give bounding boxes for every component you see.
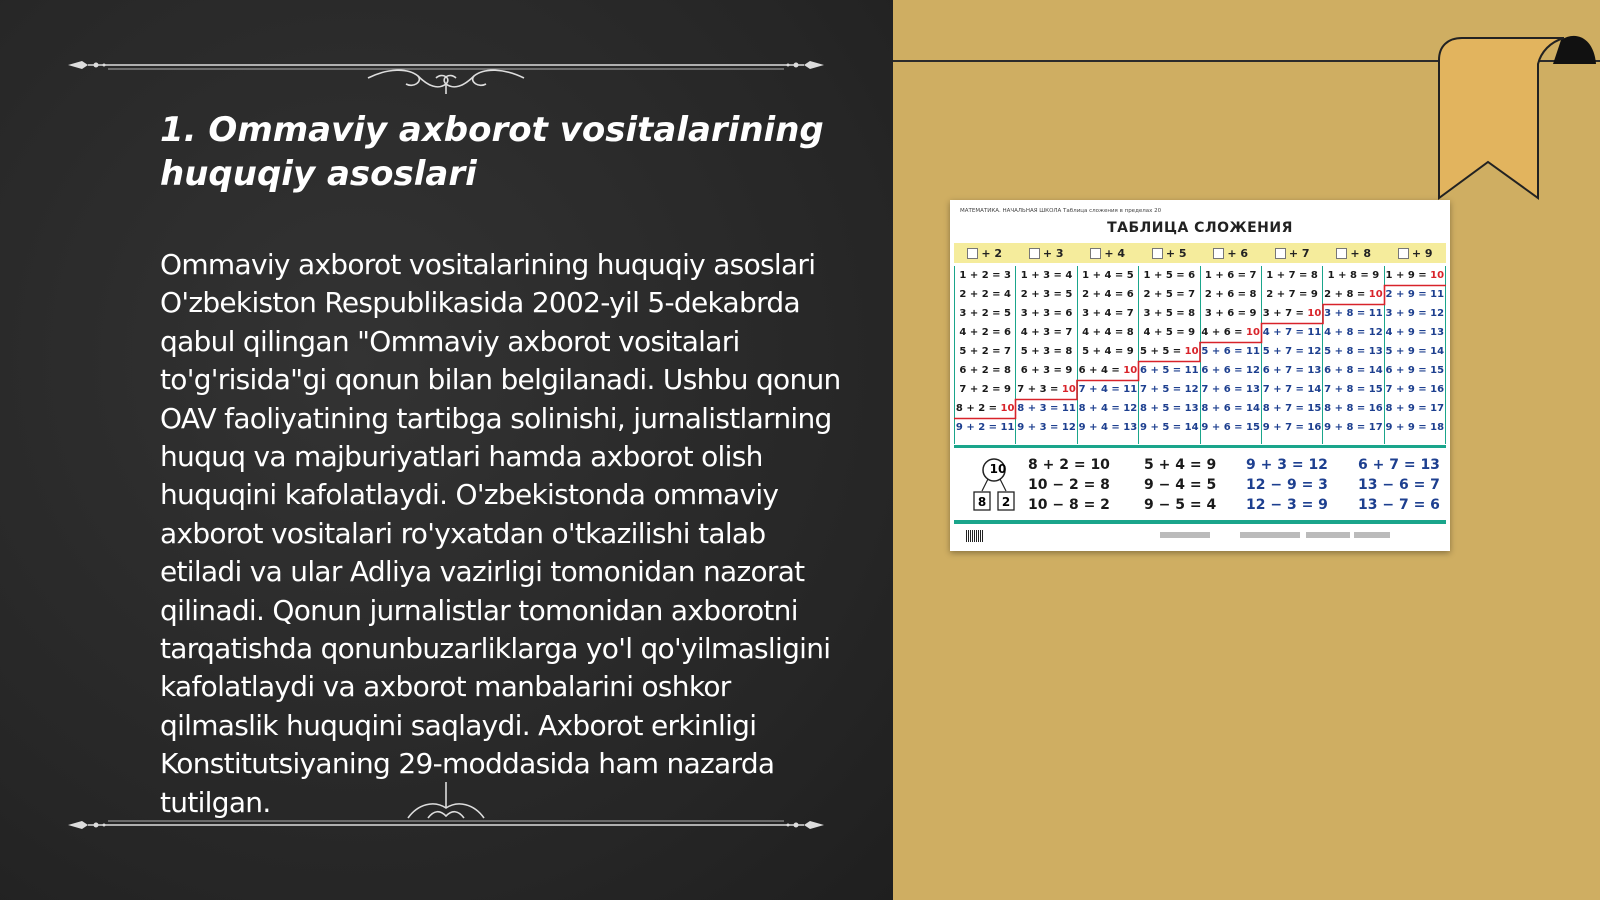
poster-examples [954, 453, 1446, 519]
poster-cell: 5 + 8 = 13 [1324, 346, 1383, 357]
poster-header-label: + 2 [981, 246, 1003, 260]
poster-cell: 5 + 5 = 10 [1140, 346, 1199, 357]
slide-title-line2: huquqiy asoslari [160, 154, 477, 194]
poster-cell: 7 + 7 = 14 [1262, 384, 1322, 395]
poster-cell: 6 + 5 = 11 [1140, 365, 1199, 376]
poster-cell: 7 + 6 = 13 [1201, 384, 1260, 395]
poster-header-cell [1139, 243, 1201, 263]
poster-cell: 3 + 5 = 8 [1143, 308, 1196, 319]
fine-print [1354, 532, 1390, 538]
example-column [1246, 455, 1328, 515]
poster-cell: 5 + 9 = 14 [1385, 346, 1445, 357]
fine-print [1160, 532, 1210, 538]
slide-body-text: Ommaviy axborot vositalarining huquqiy asoslari O'zbekiston Respublikasida 2002-yil 5-dekabrda qabul qilingan "Ommaviy axborot vositalari to'g'risida"gi qonun bilan belgilanadi. Ushbu qonun OAV faoliyatining tartibga solinishi, jurnalistlarning huquq va majburiyatlari hamda axborot olish huquqini kafolatlaydi. O'zbekistonda ommaviy axborot vositalari ro'yxatdan o'tkazilishi talab etiladi va ular Adliya vazirligi tomonidan nazorat qilinadi. Qonun jurnalistlar tomonidan axborotni tarqatishda qonunbuzarliklarga yo'l qo'yilmasligini kafolatlaydi va axborot manbalarini oshkor qilmaslik huquqini saqlaydi. Axborot erkinligi Konstitutsiyaning 29-moddasida ham nazarda tutilgan. [160, 248, 841, 819]
example-column [1358, 455, 1440, 515]
example-column [1144, 455, 1216, 515]
poster-header-label: + 3 [1042, 246, 1064, 260]
poster-cell: 7 + 2 = 9 [959, 384, 1011, 395]
poster-cell: 2 + 4 = 6 [1082, 289, 1134, 300]
poster-cell: 8 + 5 = 13 [1140, 403, 1199, 414]
poster-cell: 8 + 8 = 16 [1324, 403, 1383, 414]
fine-print [1306, 532, 1350, 538]
poster-cell: 9 + 2 = 11 [955, 422, 1015, 433]
poster-cell: 1 + 3 = 4 [1020, 270, 1073, 281]
poster-cell: 2 + 6 = 8 [1204, 289, 1257, 300]
poster-cell: 1 + 4 = 5 [1082, 270, 1134, 281]
fine-print [1240, 532, 1300, 538]
blank-square-icon [1213, 248, 1224, 259]
poster-cell: 6 + 7 = 13 [1262, 365, 1322, 376]
poster-divider-line [954, 445, 1446, 448]
poster-cell: 2 + 3 = 5 [1020, 289, 1073, 300]
poster-cell: 6 + 9 = 15 [1385, 365, 1445, 376]
poster-cell: 7 + 8 = 15 [1324, 384, 1383, 395]
split-left: 8 [977, 495, 987, 509]
poster-cell: 5 + 2 = 7 [959, 346, 1011, 357]
poster-cell: 4 + 5 = 9 [1143, 327, 1196, 338]
split-right: 2 [1001, 495, 1011, 509]
poster-cell: 1 + 7 = 8 [1266, 270, 1318, 281]
poster-cell: 9 + 3 = 12 [1017, 422, 1076, 433]
example-equation: 12 − 9 = 3 [1246, 477, 1328, 493]
poster-header-label: + 4 [1104, 246, 1126, 260]
addition-table-poster [950, 200, 1450, 551]
poster-footer-line [954, 520, 1446, 524]
example-column [1028, 455, 1110, 515]
blank-square-icon [1275, 248, 1286, 259]
poster-cell: 9 + 8 = 17 [1324, 422, 1383, 433]
poster-cell: 8 + 6 = 14 [1201, 403, 1260, 414]
poster-cell: 8 + 9 = 17 [1385, 403, 1445, 414]
example-equation: 12 − 3 = 9 [1246, 497, 1328, 513]
bottom-ornament-divider-icon [68, 778, 824, 838]
bookmark-ribbon-icon [1436, 30, 1596, 205]
poster-cell: 9 + 4 = 13 [1078, 422, 1138, 433]
poster-cell: 8 + 3 = 11 [1017, 403, 1076, 414]
poster-cell: 1 + 6 = 7 [1204, 270, 1257, 281]
top-ornament-divider-icon [68, 38, 824, 98]
poster-cell: 5 + 4 = 9 [1082, 346, 1134, 357]
poster-header-label: + 5 [1165, 246, 1187, 260]
poster-cell: 7 + 9 = 16 [1385, 384, 1445, 395]
poster-cell: 5 + 6 = 11 [1201, 346, 1260, 357]
poster-cell: 3 + 6 = 9 [1204, 308, 1257, 319]
poster-cell: 9 + 7 = 16 [1262, 422, 1322, 433]
poster-cell: 4 + 4 = 8 [1082, 327, 1134, 338]
poster-header-cell [954, 243, 1016, 263]
blank-square-icon [1398, 248, 1409, 259]
poster-cell: 6 + 6 = 12 [1201, 365, 1260, 376]
poster-cell: 2 + 8 = 10 [1324, 289, 1383, 300]
poster-header-cell [1016, 243, 1078, 263]
blank-square-icon [1336, 248, 1347, 259]
example-equation: 9 − 5 = 4 [1144, 497, 1217, 513]
poster-cell: 4 + 2 = 6 [959, 327, 1011, 338]
poster-cell: 3 + 3 = 6 [1020, 308, 1073, 319]
poster-cell: 2 + 7 = 9 [1266, 289, 1318, 300]
poster-header-cell [1385, 243, 1447, 263]
barcode-icon [966, 530, 984, 542]
example-equation: 5 + 4 = 9 [1144, 457, 1217, 473]
poster-cell: 4 + 6 = 10 [1201, 327, 1260, 338]
poster-cell: 2 + 5 = 7 [1143, 289, 1196, 300]
poster-cell: 1 + 9 = 10 [1385, 270, 1445, 281]
poster-cell: 4 + 7 = 11 [1262, 327, 1322, 338]
example-equation: 13 − 7 = 6 [1358, 497, 1440, 513]
poster-cell: 7 + 5 = 12 [1140, 384, 1199, 395]
poster-cell: 8 + 7 = 15 [1262, 403, 1322, 414]
poster-cell: 1 + 5 = 6 [1143, 270, 1196, 281]
right-panel [893, 0, 1600, 900]
poster-cell: 5 + 7 = 12 [1262, 346, 1322, 357]
poster-cell: 9 + 9 = 18 [1385, 422, 1445, 433]
example-equation: 6 + 7 = 13 [1358, 457, 1440, 473]
poster-header-cell [1077, 243, 1139, 263]
poster-cell: 3 + 4 = 7 [1082, 308, 1134, 319]
poster-cell: 3 + 7 = 10 [1262, 308, 1322, 319]
poster-header-label: + 7 [1288, 246, 1310, 260]
example-equation: 13 − 6 = 7 [1358, 477, 1440, 493]
poster-cell: 3 + 2 = 5 [959, 308, 1011, 319]
poster-header-cell [1323, 243, 1385, 263]
example-equation: 9 + 3 = 12 [1246, 457, 1328, 473]
poster-cell: 6 + 2 = 8 [959, 365, 1011, 376]
poster-cell: 4 + 3 = 7 [1020, 327, 1073, 338]
poster-cell: 8 + 2 = 10 [955, 403, 1015, 414]
poster-cell: 6 + 4 = 10 [1078, 365, 1138, 376]
poster-cell: 8 + 4 = 12 [1078, 403, 1138, 414]
poster-cell: 6 + 3 = 9 [1020, 365, 1073, 376]
poster-cell: 1 + 8 = 9 [1327, 270, 1380, 281]
poster-title: ТАБЛИЦА СЛОЖЕНИЯ [1107, 220, 1293, 236]
blank-square-icon [1090, 248, 1101, 259]
poster-cell: 9 + 6 = 15 [1201, 422, 1260, 433]
poster-ten-staircase [954, 266, 1446, 444]
example-equation: 10 − 8 = 2 [1028, 497, 1110, 513]
poster-header-cell [1262, 243, 1324, 263]
poster-cell: 3 + 8 = 11 [1324, 308, 1383, 319]
poster-cell: 4 + 9 = 13 [1385, 327, 1445, 338]
poster-header-label: + 6 [1227, 246, 1249, 260]
poster-cell: 1 + 2 = 3 [959, 270, 1011, 281]
blank-square-icon [1152, 248, 1163, 259]
ten-boundary-line [954, 286, 1446, 419]
poster-header-label: + 9 [1411, 246, 1433, 260]
poster-cell: 4 + 8 = 12 [1324, 327, 1383, 338]
poster-header-label: + 8 [1350, 246, 1372, 260]
poster-header-cell [1200, 243, 1262, 263]
poster-cell: 2 + 2 = 4 [959, 289, 1011, 300]
slide-title [160, 108, 850, 196]
example-equation: 10 − 2 = 8 [1028, 477, 1110, 493]
poster-header-row [954, 243, 1446, 263]
example-equation: 8 + 2 = 10 [1028, 457, 1110, 473]
poster-cell: 3 + 9 = 12 [1385, 308, 1445, 319]
poster-cell: 7 + 3 = 10 [1017, 384, 1076, 395]
poster-cell: 6 + 8 = 14 [1324, 365, 1383, 376]
poster-caption: МАТЕМАТИКА. НАЧАЛЬНАЯ ШКОЛА Таблица сложения в пределах 20 [960, 208, 1162, 214]
example-equation: 9 − 4 = 5 [1144, 477, 1217, 493]
blank-square-icon [967, 248, 978, 259]
poster-cell: 7 + 4 = 11 [1078, 384, 1138, 395]
blank-square-icon [1029, 248, 1040, 259]
poster-cell: 9 + 5 = 14 [1140, 422, 1199, 433]
poster-cell: 2 + 9 = 11 [1385, 289, 1445, 300]
ten-badge: 10 [989, 462, 1007, 476]
poster-cell: 5 + 3 = 8 [1020, 346, 1073, 357]
slide-title-line1: 1. Ommaviy axborot vositalarining [160, 110, 824, 150]
